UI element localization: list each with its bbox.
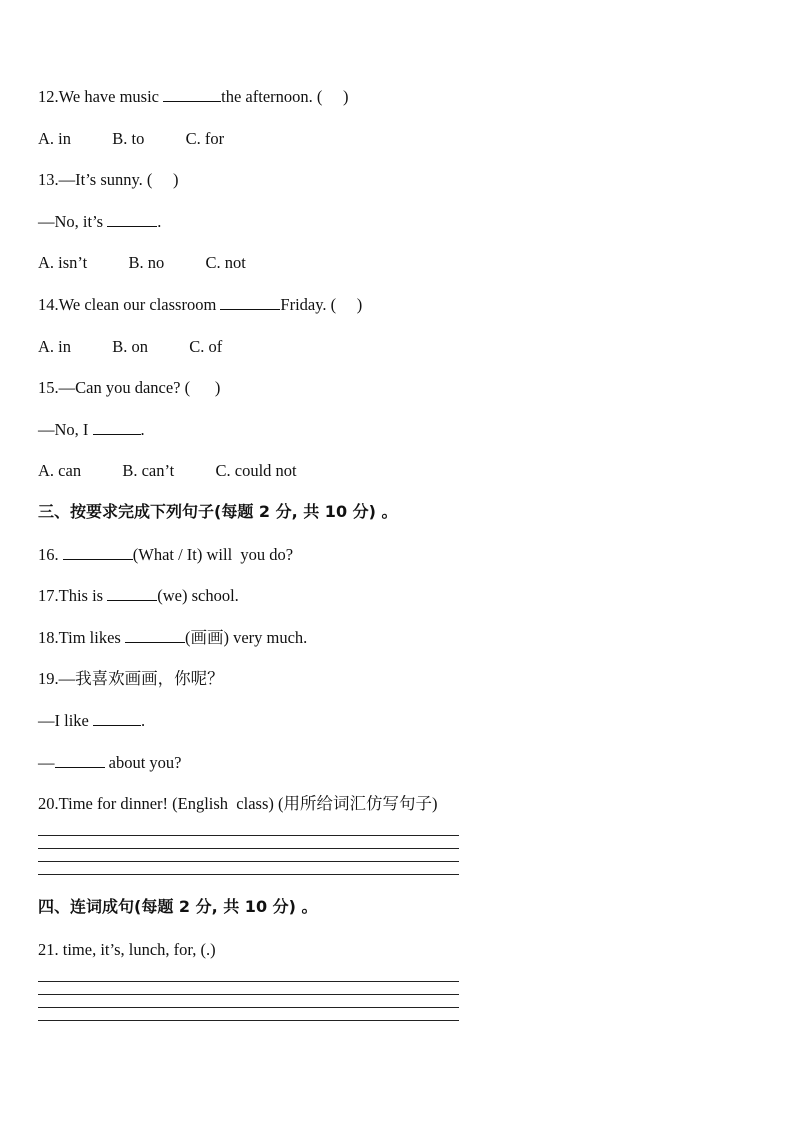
q13-reply-post: . <box>157 212 162 231</box>
q20-answer-line-3[interactable] <box>38 861 459 862</box>
section-3-heading: 三、按要求完成下列句子(每题 2 分, 共 10 分) 。 <box>38 502 398 521</box>
q15-reply-post: . <box>140 420 145 439</box>
q12-text-pre: 12.We have music <box>38 87 164 106</box>
q20-answer-line-1[interactable] <box>38 835 459 836</box>
q13-options: A. isn’t B. no C. not <box>38 253 246 272</box>
q19-line1-post: . <box>141 711 146 730</box>
q20-answer-line-2[interactable] <box>38 848 459 849</box>
question-16 <box>38 544 293 566</box>
question-21: 21. time, it’s, lunch, for, (.) <box>38 940 216 959</box>
q21-answer-line-3[interactable] <box>38 1007 459 1008</box>
q18-blank[interactable] <box>125 627 185 643</box>
q13-reply <box>38 211 161 233</box>
q15-reply-pre: —No, I <box>38 420 93 439</box>
q17-blank[interactable] <box>107 585 157 601</box>
q17-text-pre: 17.This is <box>38 586 108 605</box>
q19-line1-pre: —I like <box>38 711 93 730</box>
q15-options: A. can B. can’t C. could not <box>38 461 297 480</box>
question-14 <box>38 294 362 316</box>
q16-text-pre: 16. <box>38 545 63 564</box>
q21-answer-line-2[interactable] <box>38 994 459 995</box>
question-15: 15.—Can you dance? ( ) <box>38 378 221 397</box>
q19-blank-1[interactable] <box>93 710 141 726</box>
q20-answer-line-4[interactable] <box>38 874 459 875</box>
q16-text-post: (What / It) will you do? <box>132 545 294 564</box>
question-20: 20.Time for dinner! (English class) (用所给词汇仿写句子) <box>38 794 438 813</box>
question-19: 19.—我喜欢画画，你呢？ <box>38 669 224 688</box>
q12-options: A. in B. to C. for <box>38 129 225 148</box>
question-18 <box>38 627 307 649</box>
q18-text-post: (画画) very much. <box>184 628 308 647</box>
question-13: 13.—It’s sunny. ( ) <box>38 170 179 189</box>
q14-options: A. in B. on C. of <box>38 337 223 356</box>
q19-line-1 <box>38 710 145 732</box>
q13-reply-pre: —No, it’s <box>38 212 108 231</box>
q12-blank[interactable] <box>163 86 221 102</box>
q18-text-pre: 18.Tim likes <box>38 628 125 647</box>
q14-text-post: Friday. ( ) <box>280 295 363 314</box>
q17-text-post: (we) school. <box>157 586 239 605</box>
q12-text-post: the afternoon. ( ) <box>221 87 349 106</box>
q21-answer-line-1[interactable] <box>38 981 459 982</box>
q19-line2-pre: — <box>38 753 55 772</box>
q21-answer-line-4[interactable] <box>38 1020 459 1021</box>
q15-blank[interactable] <box>93 419 141 435</box>
question-17 <box>38 585 239 607</box>
q19-blank-2[interactable] <box>55 752 105 768</box>
q14-blank[interactable] <box>220 294 280 310</box>
q19-line-2 <box>38 752 181 774</box>
q13-blank[interactable] <box>107 211 157 227</box>
question-12 <box>38 86 349 108</box>
q15-reply <box>38 419 145 441</box>
q16-blank[interactable] <box>63 544 133 560</box>
section-4-heading: 四、连词成句(每题 2 分, 共 10 分) 。 <box>38 897 318 916</box>
q19-line2-post: about you? <box>104 753 182 772</box>
q14-text-pre: 14.We clean our classroom <box>38 295 221 314</box>
